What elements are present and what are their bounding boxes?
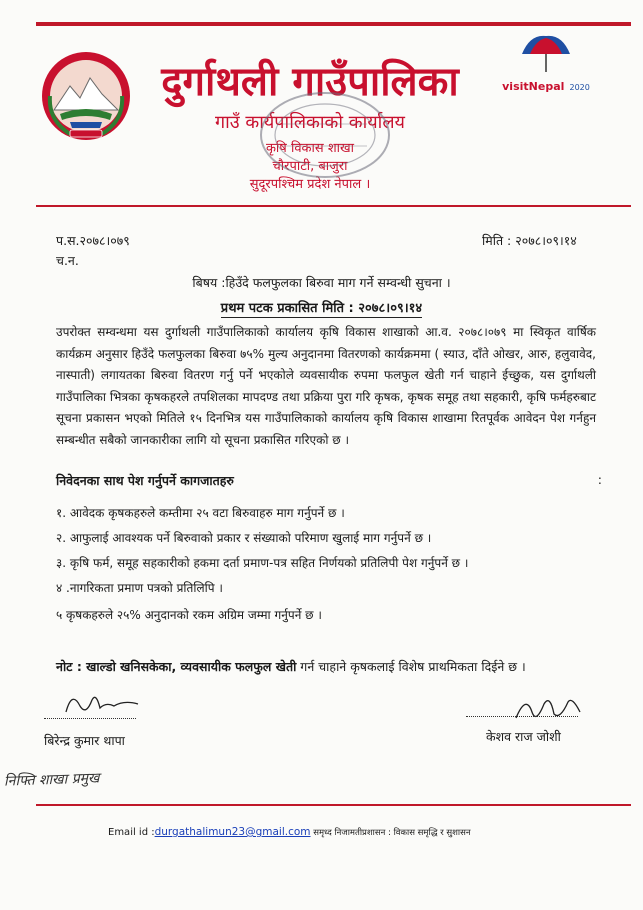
right-signature-line: [466, 716, 578, 717]
email-label: Email id :: [108, 827, 155, 838]
left-signature-icon: [58, 682, 158, 722]
office-place: चौरपाटी, बाजुरा: [272, 159, 348, 174]
reference-number: प.स.२०७८।०७९: [56, 233, 130, 248]
header-divider: [36, 205, 631, 207]
requirement-item: ४ .नागरिकता प्रमाण पत्रको प्रतिलिपि ।: [56, 581, 223, 595]
branch-name: कृषि विकास शाखा: [265, 141, 355, 156]
requirements-heading-text: निवेदनका साथ पेश गर्नुपर्ने कागजातहरु: [56, 473, 234, 488]
email-link[interactable]: durgathalimun23@gmail.com: [154, 826, 311, 838]
office-stamp-icon: [255, 88, 395, 183]
left-signatory-name: बिरेन्द्र कुमार थापा: [44, 733, 125, 748]
org-name: दुर्गाथली गाउँपालिका: [161, 59, 459, 105]
right-signature-icon: [510, 690, 590, 730]
requirement-item: ३. कृषि फर्म, समूह सहकारीको हकमा दर्ता प्रमाण-पत्र सहित निर्णयको प्रतिलिपी पेश गर्नुपर्ने छ ।: [56, 556, 469, 570]
note-line: [56, 658, 616, 675]
publish-date-text: प्रथम पटक प्रकासित मिति : २०७८।०९।१४: [220, 301, 423, 316]
note-label: नोट : खाल्डो खनिसकेका, व्यवसायीक फलफुल खेती: [56, 659, 297, 674]
requirements-heading: [56, 472, 602, 489]
requirement-item: २. आफुलाई आवश्यक पर्ने बिरुवाको प्रकार र संख्याको परिमाण खुलाई माग गर्नुपर्ने छ ।: [56, 531, 432, 545]
requirements-heading-colon: :: [597, 472, 602, 487]
chalani-number: च.न.: [56, 253, 79, 268]
subject-line: बिषय :हिउँदे फलफुलका बिरुवा माग गर्ने सम्वन्धी सुचना ।: [192, 275, 451, 290]
office-name: गाउँ कार्यपालिकाको कार्यालय: [215, 112, 405, 133]
visit-nepal-year: 2020: [569, 83, 590, 92]
footer-divider: [36, 804, 631, 806]
letter-date: मिति : २०७८।०९।१४: [482, 233, 577, 248]
umbrella-icon: [500, 30, 592, 74]
requirement-item: ५ कृषकहरुले २५% अनुदानको रकम अग्रिम जम्मा गर्नुपर्ने छ ।: [56, 608, 322, 622]
province-name: सुदूरपश्चिम प्रदेश नेपाल ।: [249, 177, 371, 192]
left-signature-line: [44, 718, 136, 719]
visit-nepal-logo: [500, 30, 592, 100]
notice-body: उपरोक्त सम्वन्धमा यस दुर्गाथली गाउँपालिकाको कार्यालय कृषि विकास शाखाको आ.व. २०७८।०७९ मा स्विकृत वार्षिक कार्यक्रम अनुसार हिउँदे फलफुलका बिरुवा ७५% मुल्य अनुदानमा वितरणको कार्यक्रममा ( स्याउ, दाँते ओखर, आरु, हलुवावेद, नास्पाती) लगायतका बिरुवा वितरण गर्नु पर्ने भएकोले व्यवसायीक रुपमा फलफुल खेती गर्न चाहाने ईच्छुक, यस दुर्गाथली गाउँपालिका भित्रका कृषकहरले तपशिलका मापदण्ड तथा प्रक्रिया पुरा गरि कृषक, कृषक समूह तथा सहकारी, कृषि फर्महरुबाट सूचना प्रकासन भएको मितिले १५ दिनभित्र यस गाउँपालिकाको कार्यालय कृषि विकास शाखामा रितपूर्वक आवेदन पेश गर्नहुन सम्बन्धीत सबैको जानकारीका लागि यो सूचना प्रकासित गरिएको छ ।: [56, 325, 596, 447]
handwritten-note: निफ्ति शाखा प्रमुख: [3, 770, 100, 790]
publish-date: [0, 298, 643, 316]
requirement-item: १. आवेदक कृषकहरुले कम्तीमा २५ वटा बिरुवाहरु माग गर्नुपर्ने छ ।: [56, 506, 345, 520]
note-rest: गर्न चाहाने कृषकलाई विशेष प्राथमिकता दिईने छ ।: [296, 659, 526, 674]
right-signatory-name: केशव राज जोशी: [486, 729, 561, 744]
footer-slogan: समृध्द निजामतीप्रशासन : विकास समृद्धि र सुशासन: [310, 828, 471, 838]
footer: [108, 826, 471, 838]
top-red-rule: [36, 22, 631, 26]
visit-nepal-text: visitNepal: [502, 80, 565, 93]
nepal-emblem-icon: [40, 50, 132, 142]
